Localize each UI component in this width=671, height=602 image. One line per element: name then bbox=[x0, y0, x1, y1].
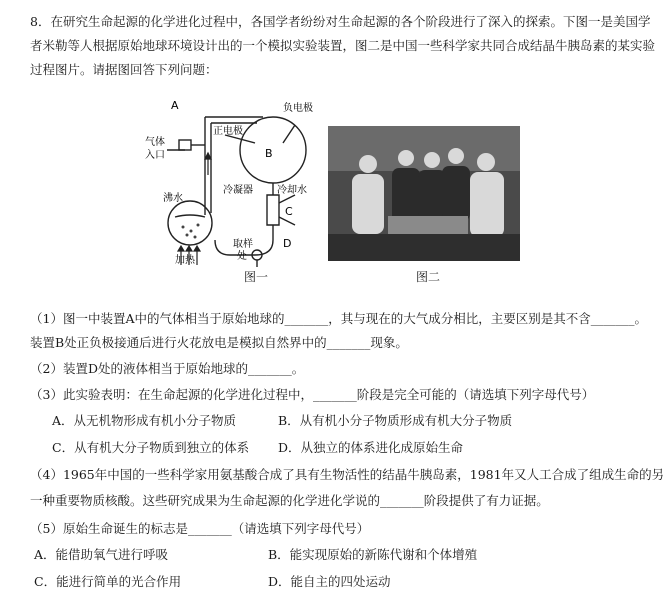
q5-text: （5）原始生命诞生的标志是_______（请选填下列字母代号） bbox=[30, 521, 370, 536]
q3-option-c: C．从有机大分子物质到独立的体系 bbox=[52, 440, 250, 455]
q5-option-b: B．能实现原始的新陈代谢和个体增殖 bbox=[268, 547, 478, 562]
label-cooling-water: 冷却水 bbox=[277, 185, 307, 196]
figure-1-caption: 图一 bbox=[244, 270, 269, 284]
label-gas-in-2: 入口 bbox=[145, 150, 165, 161]
q2-text: （2）装置D处的液体相当于原始地球的_______。 bbox=[30, 361, 305, 376]
q3-text: （3）此实验表明：在生命起源的化学进化过程中，_______阶段是完全可能的（请选填下列字母代号） bbox=[30, 387, 595, 402]
label-condenser: 冷凝器 bbox=[223, 185, 253, 196]
question-intro-line-2: 者米勒等人根据原始地球环境设计出的一个模拟实验装置，图二是中国一些科学家共同合成结晶牛胰岛素的某实验 bbox=[30, 38, 656, 53]
label-heat: 加热 bbox=[175, 255, 195, 266]
scientists-photo bbox=[328, 126, 520, 261]
label-sample-2: 处 bbox=[237, 251, 247, 262]
label-d: D bbox=[283, 237, 292, 250]
q5-option-d: D．能自主的四处运动 bbox=[268, 574, 391, 589]
q3-option-b: B．从有机小分子物质形成有机大分子物质 bbox=[278, 413, 513, 428]
q5-option-a: A．能借助氧气进行呼吸 bbox=[34, 547, 169, 562]
q4-line-1: （4）1965年中国的一些科学家用氨基酸合成了具有生物活性的结晶牛胰岛素，1981年又人工合成了组成生命的另 bbox=[30, 467, 665, 482]
label-boiling-water: 沸水 bbox=[163, 193, 183, 204]
label-positive-electrode: 正电极 bbox=[213, 126, 243, 137]
label-negative-electrode: 负电极 bbox=[283, 103, 313, 114]
miller-apparatus-diagram bbox=[145, 95, 325, 270]
q3-option-a: A．从无机物形成有机小分子物质 bbox=[52, 413, 237, 428]
q5-option-c: C．能进行简单的光合作用 bbox=[34, 574, 182, 589]
label-gas-in-1: 气体 bbox=[145, 137, 165, 148]
photo-illustration bbox=[328, 126, 520, 261]
label-b: B bbox=[265, 147, 273, 160]
q4-line-2: 一种重要物质核酸。这些研究成果为生命起源的化学进化学说的_______阶段提供了有力证据。 bbox=[30, 493, 549, 508]
q1-line-1: （1）图一中装置A中的气体相当于原始地球的_______，其与现在的大气成分相比，主要区别是其不含_______。 bbox=[30, 311, 647, 326]
q3-option-d: D．从独立的体系进化成原始生命 bbox=[278, 440, 464, 455]
figure-2-caption: 图二 bbox=[416, 270, 441, 284]
q1-line-2: 装置B处正负极接通后进行火花放电是模拟自然界中的_______现象。 bbox=[30, 335, 408, 350]
question-intro-line-3: 过程图片。请据图回答下列问题： bbox=[30, 62, 218, 77]
label-sample-1: 取样 bbox=[233, 239, 253, 250]
label-c: C bbox=[285, 205, 293, 218]
question-intro-line-1: 8．在研究生命起源的化学进化过程中，各国学者纷纷对生命起源的各个阶段进行了深入的探索。下图一是美国学 bbox=[30, 14, 651, 29]
label-a: A bbox=[171, 99, 179, 112]
